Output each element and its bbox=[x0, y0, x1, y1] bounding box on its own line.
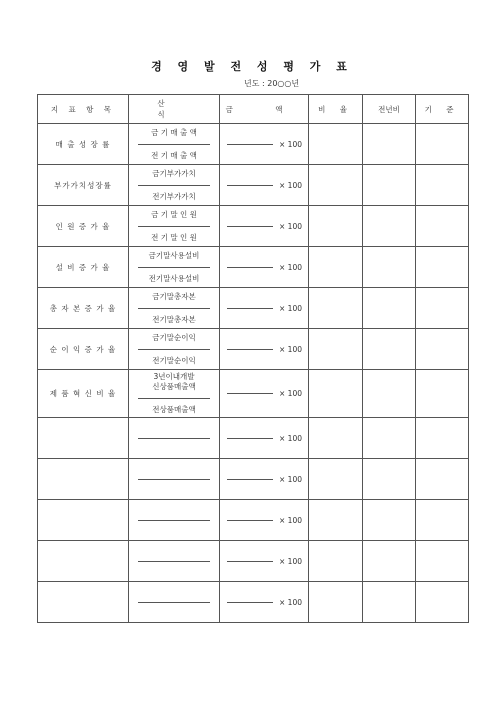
row-item-name[interactable] bbox=[38, 459, 129, 500]
multiplier-label: × 100 bbox=[279, 474, 302, 484]
multiplier-label: × 100 bbox=[279, 344, 302, 354]
row-ratio[interactable] bbox=[309, 582, 363, 623]
row-amount[interactable] bbox=[220, 582, 309, 623]
amount-blank-line bbox=[227, 185, 273, 186]
row-prev-year[interactable] bbox=[363, 124, 416, 165]
fraction-bar bbox=[138, 267, 210, 268]
amount-blank-line bbox=[227, 438, 273, 439]
row-formula[interactable] bbox=[129, 500, 220, 541]
amount-blank-line bbox=[227, 144, 273, 145]
header-amount: 금 액 bbox=[220, 95, 309, 124]
row-formula[interactable] bbox=[129, 418, 220, 459]
row-prev-year[interactable] bbox=[363, 370, 416, 418]
multiplier-label: × 100 bbox=[279, 556, 302, 566]
row-item-name[interactable]: 부가가치성장률 bbox=[38, 165, 129, 206]
row-ratio[interactable] bbox=[309, 418, 363, 459]
amount-blank-line bbox=[227, 393, 273, 394]
row-prev-year[interactable] bbox=[363, 329, 416, 370]
table-row bbox=[38, 247, 469, 288]
fraction-bar bbox=[138, 438, 210, 439]
row-formula[interactable] bbox=[129, 459, 220, 500]
fraction-bar bbox=[138, 308, 210, 309]
multiplier-label: × 100 bbox=[279, 139, 302, 149]
row-basis[interactable] bbox=[416, 165, 469, 206]
row-item-name[interactable]: 제 품 혁 신 비 율 bbox=[38, 370, 129, 418]
fraction-bar bbox=[138, 398, 210, 399]
row-basis[interactable] bbox=[416, 124, 469, 165]
row-prev-year[interactable] bbox=[363, 459, 416, 500]
row-ratio[interactable] bbox=[309, 459, 363, 500]
row-basis[interactable] bbox=[416, 541, 469, 582]
table-row bbox=[38, 206, 469, 247]
evaluation-table bbox=[37, 94, 469, 623]
amount-blank-line bbox=[227, 479, 273, 480]
fraction-bar bbox=[138, 520, 210, 521]
fraction-bar bbox=[138, 144, 210, 145]
header-item: 지 표 항 목 bbox=[38, 95, 129, 124]
row-basis[interactable] bbox=[416, 247, 469, 288]
row-ratio[interactable] bbox=[309, 500, 363, 541]
table-row bbox=[38, 165, 469, 206]
header-prev-year: 전년비 bbox=[363, 95, 416, 124]
row-amount[interactable] bbox=[220, 206, 309, 247]
formula-denominator: 전기부가가치 bbox=[152, 191, 196, 201]
row-amount[interactable] bbox=[220, 247, 309, 288]
multiplier-label: × 100 bbox=[279, 597, 302, 607]
row-amount[interactable] bbox=[220, 165, 309, 206]
row-ratio[interactable] bbox=[309, 541, 363, 582]
formula-numerator: 금기부가가치 bbox=[152, 168, 196, 178]
row-item-name[interactable]: 순 이 익 증 가 율 bbox=[38, 329, 129, 370]
fraction-bar bbox=[138, 602, 210, 603]
row-prev-year[interactable] bbox=[363, 165, 416, 206]
row-formula[interactable] bbox=[129, 329, 220, 370]
row-prev-year[interactable] bbox=[363, 206, 416, 247]
row-ratio[interactable] bbox=[309, 288, 363, 329]
table-row bbox=[38, 541, 469, 582]
row-item-name[interactable] bbox=[38, 500, 129, 541]
row-basis[interactable] bbox=[416, 329, 469, 370]
row-formula[interactable] bbox=[129, 370, 220, 418]
formula-numerator: 금 기 말 인 원 bbox=[151, 209, 197, 219]
table-row bbox=[38, 418, 469, 459]
row-amount[interactable] bbox=[220, 288, 309, 329]
row-ratio[interactable] bbox=[309, 329, 363, 370]
row-amount[interactable] bbox=[220, 370, 309, 418]
row-formula[interactable] bbox=[129, 288, 220, 329]
amount-blank-line bbox=[227, 267, 273, 268]
formula-numerator: 금기말순이익 bbox=[152, 332, 196, 342]
row-formula[interactable] bbox=[129, 165, 220, 206]
row-formula[interactable] bbox=[129, 541, 220, 582]
formula-numerator: 금기말사용설비 bbox=[148, 250, 200, 260]
formula-numerator: 금기말총자본 bbox=[152, 291, 196, 301]
amount-blank-line bbox=[227, 561, 273, 562]
year-label: 년도 : 20○○년 bbox=[244, 79, 300, 88]
multiplier-label: × 100 bbox=[279, 389, 302, 398]
multiplier-label: × 100 bbox=[279, 303, 302, 313]
formula-denominator: 전 기 매 출 액 bbox=[151, 150, 197, 160]
row-basis[interactable] bbox=[416, 500, 469, 541]
formula-denominator: 전상품매출액 bbox=[152, 405, 196, 414]
row-item-name[interactable] bbox=[38, 541, 129, 582]
amount-blank-line bbox=[227, 602, 273, 603]
row-amount[interactable] bbox=[220, 124, 309, 165]
table-row bbox=[38, 370, 469, 418]
row-item-name[interactable]: 총 자 본 증 가 율 bbox=[38, 288, 129, 329]
row-amount[interactable] bbox=[220, 500, 309, 541]
row-ratio[interactable] bbox=[309, 124, 363, 165]
fraction-bar bbox=[138, 226, 210, 227]
row-basis[interactable] bbox=[416, 206, 469, 247]
row-item-name[interactable]: 인 원 증 가 율 bbox=[38, 206, 129, 247]
header-formula: 산 식 bbox=[129, 95, 220, 124]
row-basis[interactable] bbox=[416, 370, 469, 418]
row-prev-year[interactable] bbox=[363, 541, 416, 582]
row-amount[interactable] bbox=[220, 541, 309, 582]
row-basis[interactable] bbox=[416, 288, 469, 329]
table-row bbox=[38, 124, 469, 165]
header-ratio: 비 율 bbox=[309, 95, 363, 124]
row-formula[interactable] bbox=[129, 206, 220, 247]
formula-denominator: 전기말순이익 bbox=[152, 355, 196, 365]
row-formula[interactable] bbox=[129, 582, 220, 623]
header-row bbox=[38, 95, 469, 124]
table-row bbox=[38, 329, 469, 370]
form-title: 경 영 발 전 성 평 가 표 bbox=[151, 60, 353, 73]
formula-numerator: 3년이내개발 신상품매출액 bbox=[152, 372, 196, 391]
row-ratio[interactable] bbox=[309, 165, 363, 206]
fraction-bar bbox=[138, 479, 210, 480]
multiplier-label: × 100 bbox=[279, 262, 302, 272]
amount-blank-line bbox=[227, 520, 273, 521]
table-row bbox=[38, 582, 469, 623]
row-item-name[interactable]: 매 출 성 장 률 bbox=[38, 124, 129, 165]
table-row bbox=[38, 500, 469, 541]
fraction-bar bbox=[138, 185, 210, 186]
multiplier-label: × 100 bbox=[279, 180, 302, 190]
amount-blank-line bbox=[227, 308, 273, 309]
row-formula[interactable] bbox=[129, 124, 220, 165]
row-basis[interactable] bbox=[416, 582, 469, 623]
formula-denominator: 전 기 말 인 원 bbox=[151, 232, 197, 242]
row-amount[interactable] bbox=[220, 329, 309, 370]
table-row bbox=[38, 288, 469, 329]
multiplier-label: × 100 bbox=[279, 433, 302, 443]
row-ratio[interactable] bbox=[309, 206, 363, 247]
row-item-name[interactable] bbox=[38, 582, 129, 623]
table-row bbox=[38, 459, 469, 500]
fraction-bar bbox=[138, 349, 210, 350]
fraction-bar bbox=[138, 561, 210, 562]
row-item-name[interactable] bbox=[38, 418, 129, 459]
row-basis[interactable] bbox=[416, 418, 469, 459]
row-prev-year[interactable] bbox=[363, 288, 416, 329]
row-ratio[interactable] bbox=[309, 247, 363, 288]
header-basis: 기 준 bbox=[416, 95, 469, 124]
formula-denominator: 전기말사용설비 bbox=[148, 273, 200, 283]
row-prev-year[interactable] bbox=[363, 247, 416, 288]
row-formula[interactable] bbox=[129, 247, 220, 288]
row-amount[interactable] bbox=[220, 418, 309, 459]
row-item-name[interactable]: 설 비 증 가 율 bbox=[38, 247, 129, 288]
row-prev-year[interactable] bbox=[363, 418, 416, 459]
amount-blank-line bbox=[227, 349, 273, 350]
row-amount[interactable] bbox=[220, 459, 309, 500]
amount-blank-line bbox=[227, 226, 273, 227]
row-prev-year[interactable] bbox=[363, 582, 416, 623]
multiplier-label: × 100 bbox=[279, 221, 302, 231]
formula-numerator: 금 기 매 출 액 bbox=[151, 127, 197, 137]
row-basis[interactable] bbox=[416, 459, 469, 500]
formula-denominator: 전기말총자본 bbox=[152, 314, 196, 324]
row-prev-year[interactable] bbox=[363, 500, 416, 541]
multiplier-label: × 100 bbox=[279, 515, 302, 525]
row-ratio[interactable] bbox=[309, 370, 363, 418]
